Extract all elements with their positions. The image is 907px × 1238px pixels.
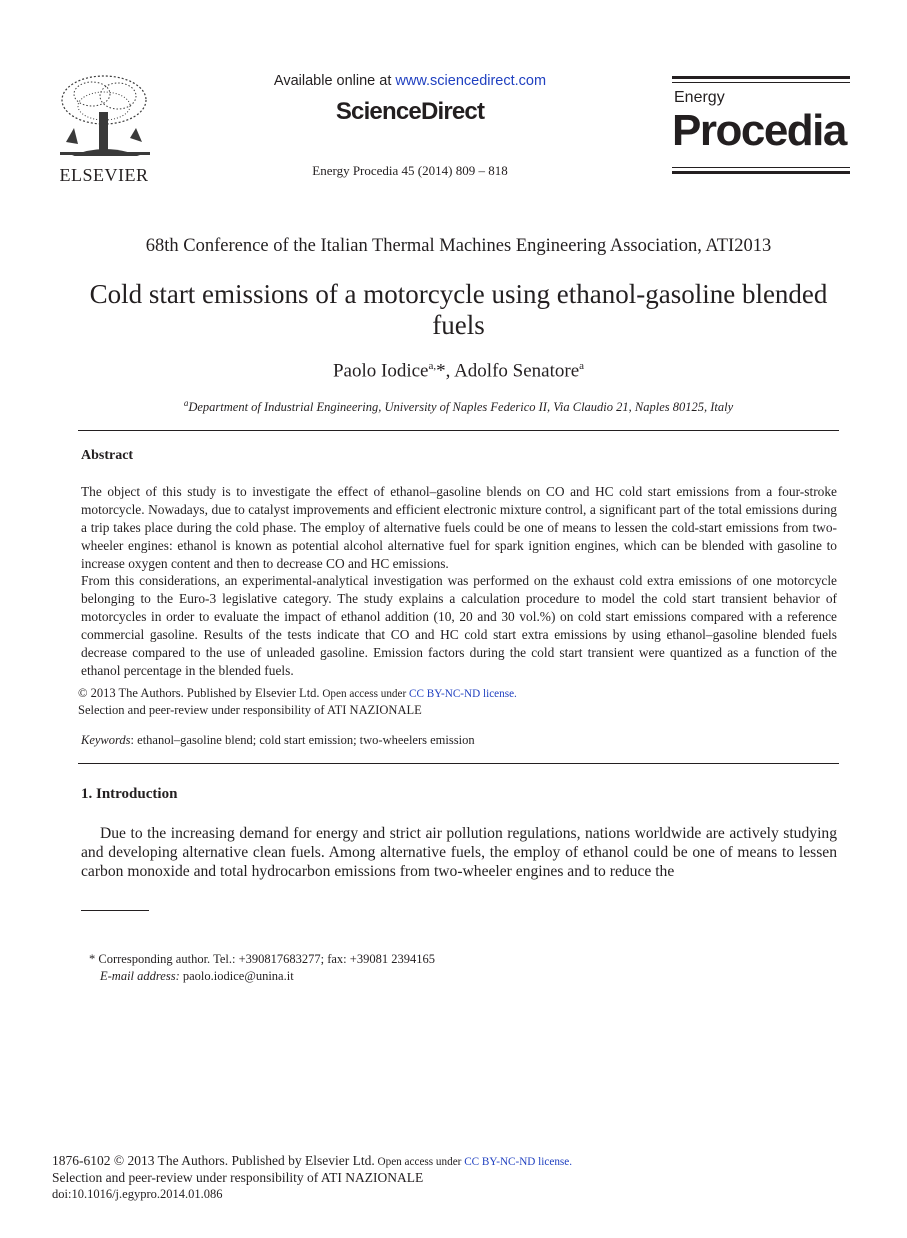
footnote-email: E-mail address: paolo.iodice@unina.it <box>100 969 294 983</box>
elsevier-wordmark: ELSEVIER <box>59 165 149 185</box>
paper-title-line2: fuels <box>432 310 485 340</box>
footnote-rule <box>81 910 149 911</box>
abstract-heading: Abstract <box>81 448 134 463</box>
paper-title-line1: Cold start emissions of a motorcycle using ethanol-gasoline blended <box>89 279 828 309</box>
elsevier-tree-icon <box>52 72 156 160</box>
abstract-copyright: © 2013 The Authors. Published by Elsevier Ltd. Open access under CC BY-NC-ND license. <box>78 686 517 700</box>
footer-license-link[interactable]: CC BY-NC-ND license. <box>464 1156 573 1168</box>
procedia-logo-procedia: Procedia <box>672 106 846 155</box>
author-name: Paolo Iodice <box>332 360 429 382</box>
procedia-logo-energy: Energy <box>674 89 725 106</box>
footer-doi[interactable]: doi:10.1016/j.egypro.2014.01.086 <box>52 1187 223 1201</box>
email-address[interactable]: paolo.iodice@unina.it <box>179 969 294 983</box>
author-name: Adolfo Senatore <box>454 360 580 382</box>
conference-name: 68th Conference of the Italian Thermal Machines Engineering Association, ATI2013 <box>145 236 772 256</box>
divider-bottom <box>78 763 839 764</box>
elsevier-logo <box>52 72 156 185</box>
author-list: Paolo Iodice$^{a,}$*, Adolfo Senatore$^a$ <box>332 360 585 382</box>
affiliation: $^a$Department of Industrial Engineering, University of Naples Federico II, Via Claudio 21, Naples 80125, Italy <box>183 398 734 415</box>
footnote-corresponding: * Corresponding author. Tel.: +390817683277; fax: +39081 2394165 <box>89 952 435 966</box>
available-online: Available online at www.sciencedirect.com <box>273 73 547 89</box>
license-link[interactable]: CC BY-NC-ND license. <box>409 688 517 700</box>
introduction-heading: 1. Introduction <box>81 786 178 802</box>
introduction-paragraph: Due to the increasing demand for energy and strict air pollution regulations, nations worldwide are actively studying and developing alternative clean fuels. Among alternative fuels, the employ of ethanol could be one of means to lessen carbon monoxide and total hydrocarbon emissions from two-wheeler engines and to reduce the <box>81 825 837 880</box>
journal-citation: Energy Procedia 45 (2014) 809 – 818 <box>312 163 508 178</box>
paper-title <box>60 279 857 341</box>
abstract-peer-review: Selection and peer-review under responsibility of ATI NAZIONALE <box>78 703 422 717</box>
abstract-paragraph-1: The object of this study is to investigate the effect of ethanol–gasoline blends on CO and HC cold start emissions from a four-stroke motorcycle. Nowadays, due to catalyst improvements and efficient electronic mixture control, a significant part of the total emissions during a trip takes place during the cold phase. The employ of alternative fuels could be one of means to lessen the cold-start emissions from two-wheeler engines: ethanol is known as potential alcohol alternative fuel for spark ignition engines, which can be blended with gasoline to increase oxygen content and then to decrease CO and HC emissions. <box>81 484 837 571</box>
keywords: Keywords: ethanol–gasoline blend; cold start emission; two-wheelers emission <box>81 733 475 747</box>
procedia-logo <box>672 76 852 176</box>
footer-peer-review: Selection and peer-review under responsibility of ATI NAZIONALE <box>52 1170 424 1185</box>
sciencedirect-logo: ScienceDirect <box>335 98 485 125</box>
footer-copyright: 1876-6102 © 2013 The Authors. Published by Elsevier Ltd. Open access under CC BY-NC-ND license. <box>52 1153 573 1168</box>
corresponding-mark: * <box>436 360 446 382</box>
abstract-paragraph-2: From this considerations, an experimental-analytical investigation was performed on the exhaust cold extra emissions of one motorcycle belonging to the Euro-3 legislative category. The study explains a calculation procedure to model the cold start transient behavior of motorcycles in order to evaluate the impact of ethanol addition (10, 20 and 30 vol.%) on cold start emissions compared with a reference commercial gasoline. Results of the tests indicate that CO and HC cold start extra emissions by using ethanol–gasoline blended fuels decrease compared to the use of unleaded gasoline. Emission factors during the cold start transient were quantized as a function of the ethanol percentage in the blended fuels. <box>81 573 837 678</box>
divider-top <box>78 430 839 431</box>
sciencedirect-link[interactable]: www.sciencedirect.com <box>395 73 547 89</box>
